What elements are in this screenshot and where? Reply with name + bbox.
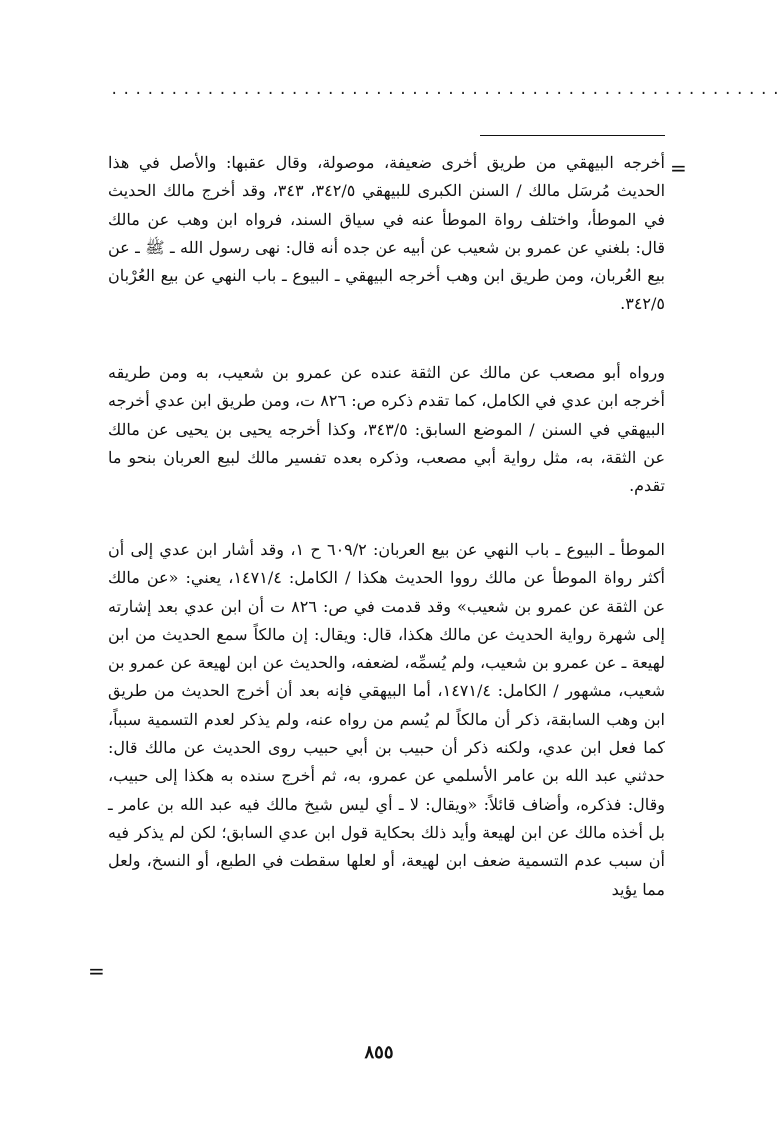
top-dotted-separator: ........................................................ (110, 82, 784, 98)
page-number: ٨٥٥ (364, 1042, 394, 1063)
footnote-paragraph-2: ورواه أبو مصعب عن مالك عن الثقة عنده عن عمرو بن شعيب، به ومن طريقه أخرجه ابن عدي في الكامل، كما تقدم ذكره ص: ٨٢٦ ت، ومن طريق ابن عدي أخرجه البيهقي في السنن / الموضع السابق: ٣٤٣/٥، وكذا أخرجه يحيى بن يحيى عن مالك عن الثقة، به، مثل رواية أبي مصعب، وذكره بعده تفسير مالك لبيع العربان بنحو ما تقدم. (108, 363, 666, 496)
footnote-paragraph-1: أخرجه البيهقي من طريق أخرى ضعيفة، موصولة، وقال عقبها: والأصل في هذا الحديث مُرسَل مالك / السنن الكبرى للبيهقي ٣٤٢/٥، ٣٤٣، وقد أخرج مالك الحديث في الموطأ، واختلف رواة الموطأ عنه في سياق السند، فرواه ابن وهب عن مالك قال: بلغني عن عمرو بن شعيب عن أبيه عن جده أنه قال: نهى رسول الله ـ ﷺ ـ عن بيع العُربان، ومن طريق ابن وهب أخرجه البيهقي ـ البيوع ـ باب النهي عن بيع العُرْبان ٣٤٢/٥. (108, 153, 666, 314)
continuation-mark-bottom: = (88, 959, 105, 983)
footnote-paragraph-3: الموطأ ـ البيوع ـ باب النهي عن بيع العربان: ٦٠٩/٢ ح ١، وقد أشار ابن عدي إلى أن أكثر رواة الموطأ عن مالك رووا الحديث هكذا / الكامل: ١٤٧١/٤، يعني: «عن مالك عن الثقة عن عمرو بن شعيب» وقد قدمت في ص: ٨٢٦ ت أن ابن عدي بعد إشارته إلى شهرة رواية الحديث عن مالك هكذا، قال: ويقال: إن مالكاً سمع الحديث من ابن لهيعة ـ عن عمرو بن شعيب، ولم يُسمِّه، لضعفه، والحديث عن ابن لهيعة عن عمرو بن شعيب، مشهور / الكامل: ١٤٧١/٤، أما البيهقي فإنه بعد أن أخرج الحديث من طريق ابن وهب السابقة، ذكر أن مالكاً لم يُسم من رواه عنه، ولم يذكر لعدم التسمية سبباً، كما فعل ابن عدي، ولكنه ذكر أن حبيب بن أبي حبيب روى الحديث عن مالك قال: حدثني عبد الله بن عامر الأسلمي عن عمرو، به، ثم أخرج سنده به هكذا إلى حبيب، وقال: فذكره، وأضاف قائلاً: «ويقال: لا ـ أي ليس شيخ مالك فيه عبد الله بن عامر ـ بل أخذه مالك عن ابن لهيعة وأيد ذلك بحكاية قول ابن عدي السابق؛ لكن لم يذكر فيه أن سبب عدم التسمية ضعف ابن لهيعة، أو لعلها سقطت في الطبع، أو النسخ، ولعل مما يؤيد (108, 540, 666, 899)
footnote-rule (480, 135, 665, 136)
continuation-mark-top: = (670, 156, 687, 180)
